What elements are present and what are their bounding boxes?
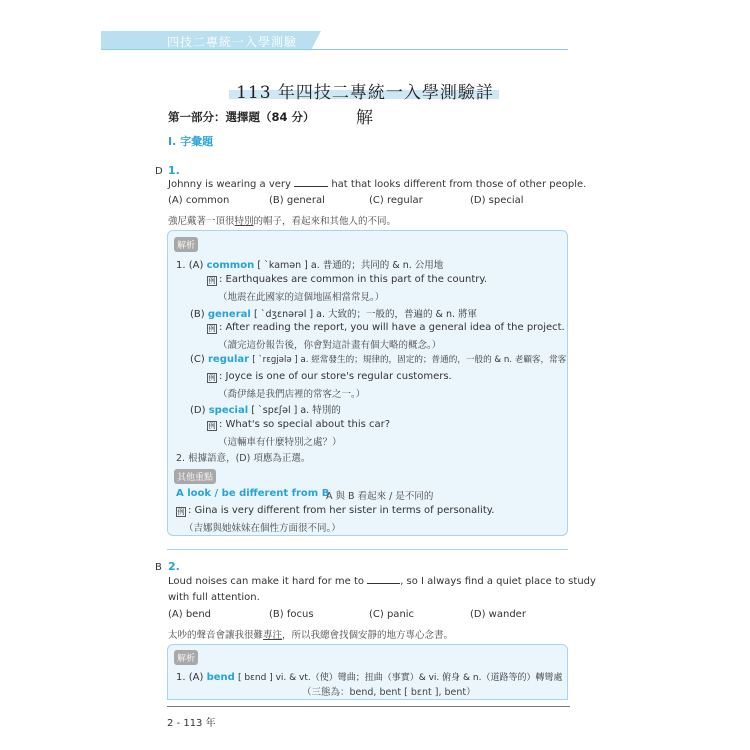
q1-d-word: special [208, 405, 249, 416]
q2-blank [367, 576, 400, 584]
q2-translation-key: 專注 [263, 630, 283, 641]
q1-d-example: : What's so special about this car? [219, 419, 391, 430]
q1-translation-pre: 強尼戴著一頂很 [168, 216, 235, 227]
q1-phrase-line [176, 488, 329, 499]
q2-explain-tag: 解析 [174, 650, 198, 665]
q2-a-forms: （三態為：bend, bent [ bɛnt ], bent） [302, 687, 476, 698]
q1-c-word: regular [207, 354, 250, 365]
q1-stem-after: hat that looks different from those of other people. [331, 179, 587, 190]
q2-translation-pre: 太吵的聲音會讓我很難 [168, 630, 264, 641]
q1-b-word: general [207, 309, 251, 320]
q1-other-tag: 其他重點 [174, 469, 216, 484]
q2-option-b: (B) focus [269, 609, 314, 620]
q2-item-a [176, 670, 562, 683]
example-icon: 例 [208, 325, 216, 333]
header-banner-tail [311, 31, 321, 50]
q1-item-a [176, 257, 443, 271]
q1-blank [294, 179, 328, 187]
q2-stem-before: Loud noises can make it hard for me to [168, 576, 364, 587]
q1-b-def: [ ˋdʒɛnərəl ] a. 大致的；一般的，普遍的 & n. 將軍 [254, 309, 477, 320]
q1-conclusion: 2. 根據語意，(D) 項應為正選。 [176, 453, 311, 464]
q2-option-a: (A) bend [168, 609, 212, 620]
q2-a-label: 1. (A) [176, 672, 204, 683]
q1-b-example-zh: （讀完這份報告後，你會對這計畫有個大略的概念。） [218, 340, 442, 351]
q1-b-example: : After reading the report, you will have a general idea of the project. [219, 322, 565, 333]
q1-phrase: A look / be different from B [176, 488, 330, 499]
example-icon: 例 [208, 422, 216, 430]
q1-b-example-line [207, 322, 565, 334]
q1-c-def: [ ˋrɛgjələ ] a. 經常發生的；規律的，固定的；普通的，一般的 & n. 老顧客，常客 [252, 355, 567, 365]
q1-a-word: common [206, 260, 255, 271]
q1-a-example-zh: （地震在此國家的這個地區相當常見。） [218, 292, 385, 303]
q1-phrase-meaning: A 與 B 看起來 / 是不同的 [326, 491, 434, 502]
q2-stem-line1 [168, 576, 596, 587]
q2-number: 2. [168, 560, 180, 573]
q1-a-example: : Earthquakes are common in this part of the country. [219, 274, 488, 285]
part-heading: 第一部分：選擇題（84 分） [168, 110, 315, 124]
q1-phrase-example-zh: （吉娜與她妹妹在個性方面很不同。） [184, 523, 341, 534]
q1-c-example-line [207, 371, 452, 383]
q1-translation-post: 的帽子，看起來和其他人的不同。 [253, 216, 397, 227]
q1-answer: D [155, 166, 163, 177]
q1-a-example-line [207, 274, 487, 286]
example-icon: 例 [208, 374, 216, 382]
section-heading: I. 字彙題 [168, 135, 214, 148]
page-number: 2 - 113 年 [167, 718, 216, 729]
q2-option-c: (C) panic [369, 609, 415, 620]
running-title: 四技二專統一入學測驗 [167, 35, 298, 49]
q1-c-example-zh: （喬伊絲是我們店裡的常客之一。） [218, 389, 366, 400]
q2-translation [168, 627, 453, 641]
q1-d-example-zh: （這輛車有什麼特別之處？） [218, 437, 342, 448]
example-icon: 例 [177, 508, 185, 516]
page-title: 113 年四技二專統一入學測驗詳解 [236, 83, 494, 128]
q1-stem [168, 179, 586, 190]
q2-translation-post: ，所以我總會找個安靜的地方專心念書。 [282, 630, 454, 641]
q1-d-label: (D) [190, 405, 206, 416]
question-separator [167, 549, 568, 550]
q1-option-b: (B) general [269, 195, 325, 206]
q2-option-d: (D) wander [470, 609, 526, 620]
footer-rule [167, 706, 570, 707]
q1-item-b [190, 306, 477, 320]
q1-b-label: (B) [190, 309, 205, 320]
q1-c-label: (C) [190, 354, 205, 365]
q1-option-a: (A) common [168, 195, 230, 206]
q1-translation-key: 特別 [234, 216, 254, 227]
q1-item-c [190, 353, 566, 365]
q1-a-def: [ ˋkamən ] a. 普通的；共同的 & n. 公用地 [257, 260, 444, 271]
q2-stem-after: , so I always find a quiet place to study [400, 576, 596, 587]
q2-answer: B [155, 562, 162, 573]
q1-number: 1. [168, 164, 180, 177]
q1-stem-before: Johnny is wearing a very [168, 179, 291, 190]
q1-option-d: (D) special [470, 195, 524, 206]
q1-option-c: (C) regular [369, 195, 423, 206]
q1-phrase-example: : Gina is very different from her sister in terms of personality. [188, 505, 495, 516]
q1-item-d [190, 402, 341, 416]
q1-explain-tag: 解析 [174, 237, 198, 252]
q2-a-def: [ bɛnd ] vi. & vt.（使）彎曲；扭曲（事實）& vi. 俯身 & n.（道路等的）轉彎處 [237, 673, 563, 683]
q1-d-example-line [207, 419, 390, 431]
q1-translation [168, 213, 396, 227]
example-icon: 例 [208, 277, 216, 285]
q1-d-def: [ ˋspɛʃəl ] a. 特別的 [251, 405, 341, 416]
q1-a-label: 1. (A) [176, 260, 204, 271]
q2-stem-line2: with full attention. [168, 592, 260, 603]
q2-a-word: bend [206, 672, 235, 683]
q1-c-example: : Joyce is one of our store's regular customers. [219, 371, 452, 382]
q1-phrase-example-line [176, 505, 494, 517]
